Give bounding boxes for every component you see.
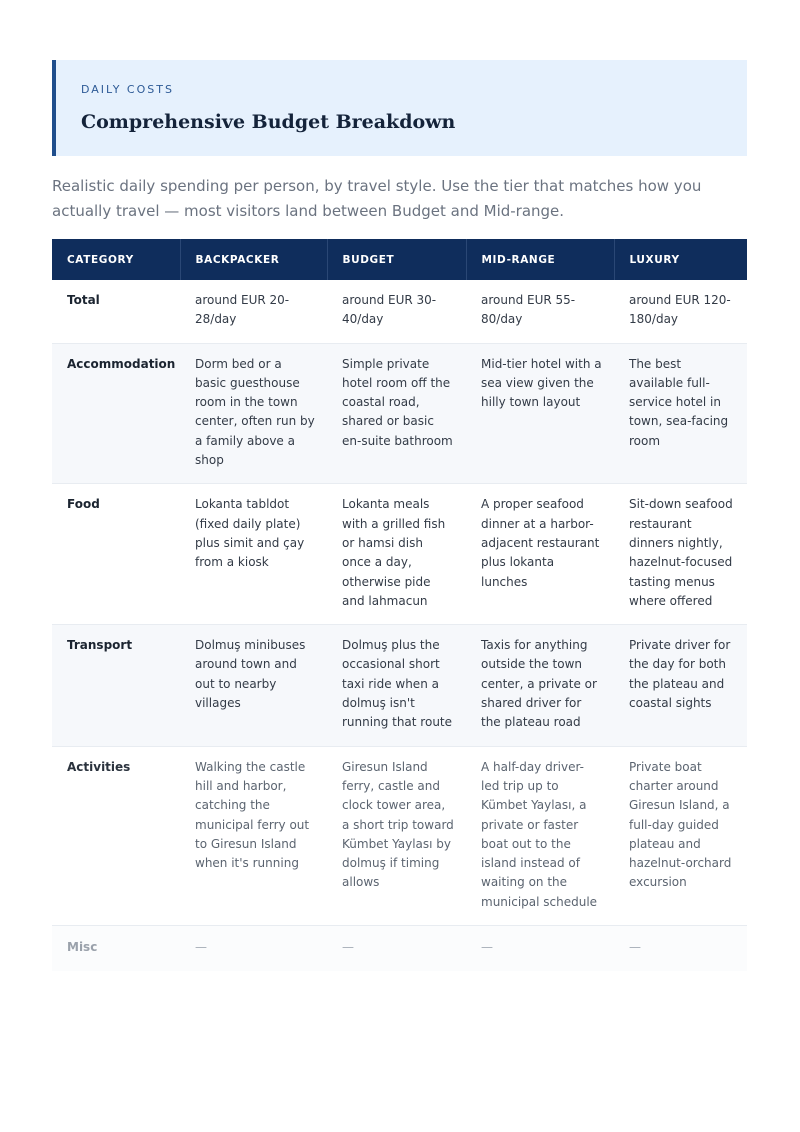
- table-cell: A half-day driver-led trip up to Kümbet Yaylası, a private or faster boat out to the island instead of waiting on the municipal schedule: [466, 746, 614, 925]
- row-category: Activities: [52, 746, 180, 925]
- table-cell: Dolmuş minibuses around town and out to nearby villages: [180, 625, 327, 746]
- section-eyebrow: DAILY COSTS: [81, 83, 174, 96]
- header-budget: BUDGET: [327, 239, 466, 280]
- table-cell: Private driver for the day for both the plateau and coastal sights: [614, 625, 747, 746]
- section-header: [52, 60, 747, 156]
- table-cell: —: [614, 926, 747, 972]
- table-cell: Giresun Island ferry, castle and clock tower area, a short trip toward Kümbet Yaylası by dolmuş if timing allows: [327, 746, 466, 925]
- table-cell: Lokanta meals with a grilled fish or hamsi dish once a day, otherwise pide and lahmacun: [327, 484, 466, 625]
- intro-paragraph: Realistic daily spending per person, by travel style. Use the tier that matches how you actually travel — most visitors land between Budget and Mid-range.: [52, 177, 702, 220]
- table-cell: around EUR 120-180/day: [614, 280, 747, 343]
- table-cell: around EUR 30-40/day: [327, 280, 466, 343]
- table-cell: Lokanta tabldot (fixed daily plate) plus simit and çay from a kiosk: [180, 484, 327, 625]
- section-title: Comprehensive Budget Breakdown: [81, 111, 456, 133]
- budget-section: [52, 60, 747, 971]
- table-row-accommodation: [52, 343, 747, 484]
- table-cell: Private boat charter around Giresun Island, a full-day guided plateau and hazelnut-orchard excursion: [614, 746, 747, 925]
- table-row-food: [52, 484, 747, 625]
- table-cell: Sit-down seafood restaurant dinners nightly, hazelnut-focused tasting menus where offered: [614, 484, 747, 625]
- row-category: Food: [52, 484, 180, 625]
- table-cell: The best available full-service hotel in town, sea-facing room: [614, 343, 747, 484]
- table-cell: —: [327, 926, 466, 972]
- table-cell: A proper seafood dinner at a harbor-adjacent restaurant plus lokanta lunches: [466, 484, 614, 625]
- table-row-total: [52, 280, 747, 343]
- row-category: Transport: [52, 625, 180, 746]
- table-cell: Walking the castle hill and harbor, catching the municipal ferry out to Giresun Island when it's running: [180, 746, 327, 925]
- table-cell: Dolmuş plus the occasional short taxi ride when a dolmuş isn't running that route: [327, 625, 466, 746]
- table-header-row: [52, 239, 747, 280]
- header-category: CATEGORY: [52, 239, 180, 280]
- table-row-transport: [52, 625, 747, 746]
- table-cell: around EUR 55-80/day: [466, 280, 614, 343]
- budget-table: [52, 239, 747, 971]
- table-cell: Simple private hotel room off the coastal road, shared or basic en-suite bathroom: [327, 343, 466, 484]
- table-cell: Taxis for anything outside the town center, a private or shared driver for the plateau road: [466, 625, 614, 746]
- table-row-misc: [52, 926, 747, 972]
- row-category: Total: [52, 280, 180, 343]
- table-cell: Mid-tier hotel with a sea view given the hilly town layout: [466, 343, 614, 484]
- table-cell: —: [466, 926, 614, 972]
- row-category: Misc: [52, 926, 180, 972]
- row-category: Accommodation: [52, 343, 180, 484]
- table-cell: —: [180, 926, 327, 972]
- header-luxury: LUXURY: [614, 239, 747, 280]
- table-row-activities: [52, 746, 747, 925]
- table-cell: Dorm bed or a basic guesthouse room in the town center, often run by a family above a shop: [180, 343, 327, 484]
- table-cell: around EUR 20-28/day: [180, 280, 327, 343]
- header-backpacker: BACKPACKER: [180, 239, 327, 280]
- header-mid-range: MID-RANGE: [466, 239, 614, 280]
